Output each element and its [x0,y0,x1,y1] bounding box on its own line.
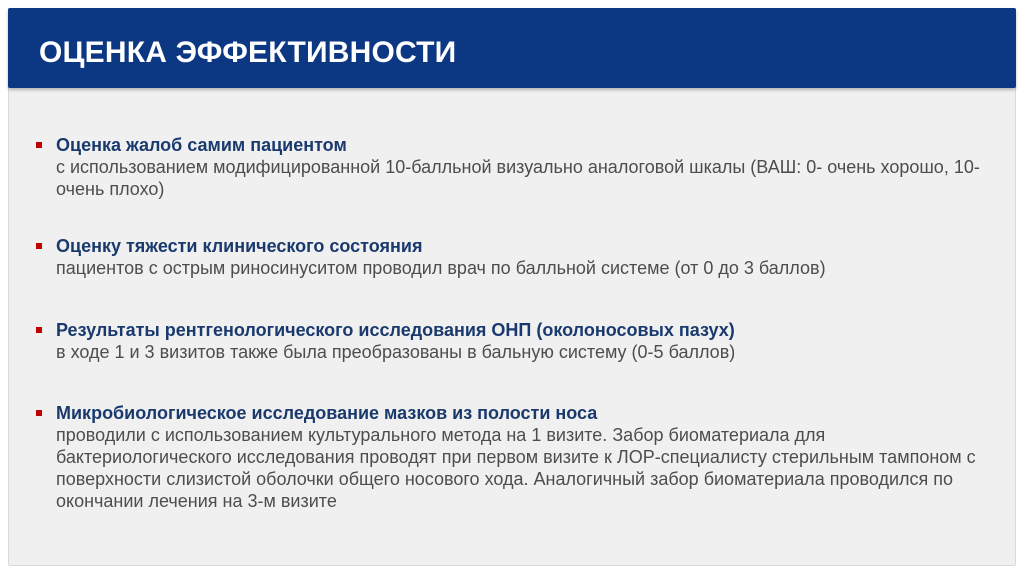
bullet-text: с использованием модифицированной 10-балльной визуально аналоговой шкалы (ВАШ: 0- очень хорошо, 10- очень плохо) [56,157,980,199]
bullet-body [56,402,986,512]
bullet-heading: Оценку тяжести клинического состояния [56,236,423,256]
square-bullet-icon [36,243,42,249]
bullet-heading: Результаты рентгенологического исследования ОНП (околоносовых пазух) [56,320,735,340]
bullet-text: пациентов с острым риносинуситом проводил врач по балльной системе (от 0 до 3 баллов) [56,258,826,278]
bullet-text: в ходе 1 и 3 визитов также была преобразованы в бальную систему (0-5 баллов) [56,342,736,362]
bullet-body [56,319,986,363]
square-bullet-icon [36,327,42,333]
bullet-heading: Микробиологическое исследование мазков из полости носа [56,403,598,423]
bullet-heading: Оценка жалоб самим пациентом [56,135,347,155]
square-bullet-icon [36,410,42,416]
bullet-text: проводили с использованием культурального метода на 1 визите. Забор биоматериала для бактериологического исследования проводят при первом визите к ЛОР-специалисту стерильным тампоном с поверхности слизистой оболочки общего носового хода. Аналогичный забор биоматериала проводился по окончании лечения на 3-м визите [56,425,976,511]
bullet-body [56,134,986,200]
square-bullet-icon [36,142,42,148]
bullet-body [56,235,986,279]
slide-title: ОЦЕНКА ЭФФЕКТИВНОСТИ [39,36,457,69]
title-bar [8,8,1016,88]
